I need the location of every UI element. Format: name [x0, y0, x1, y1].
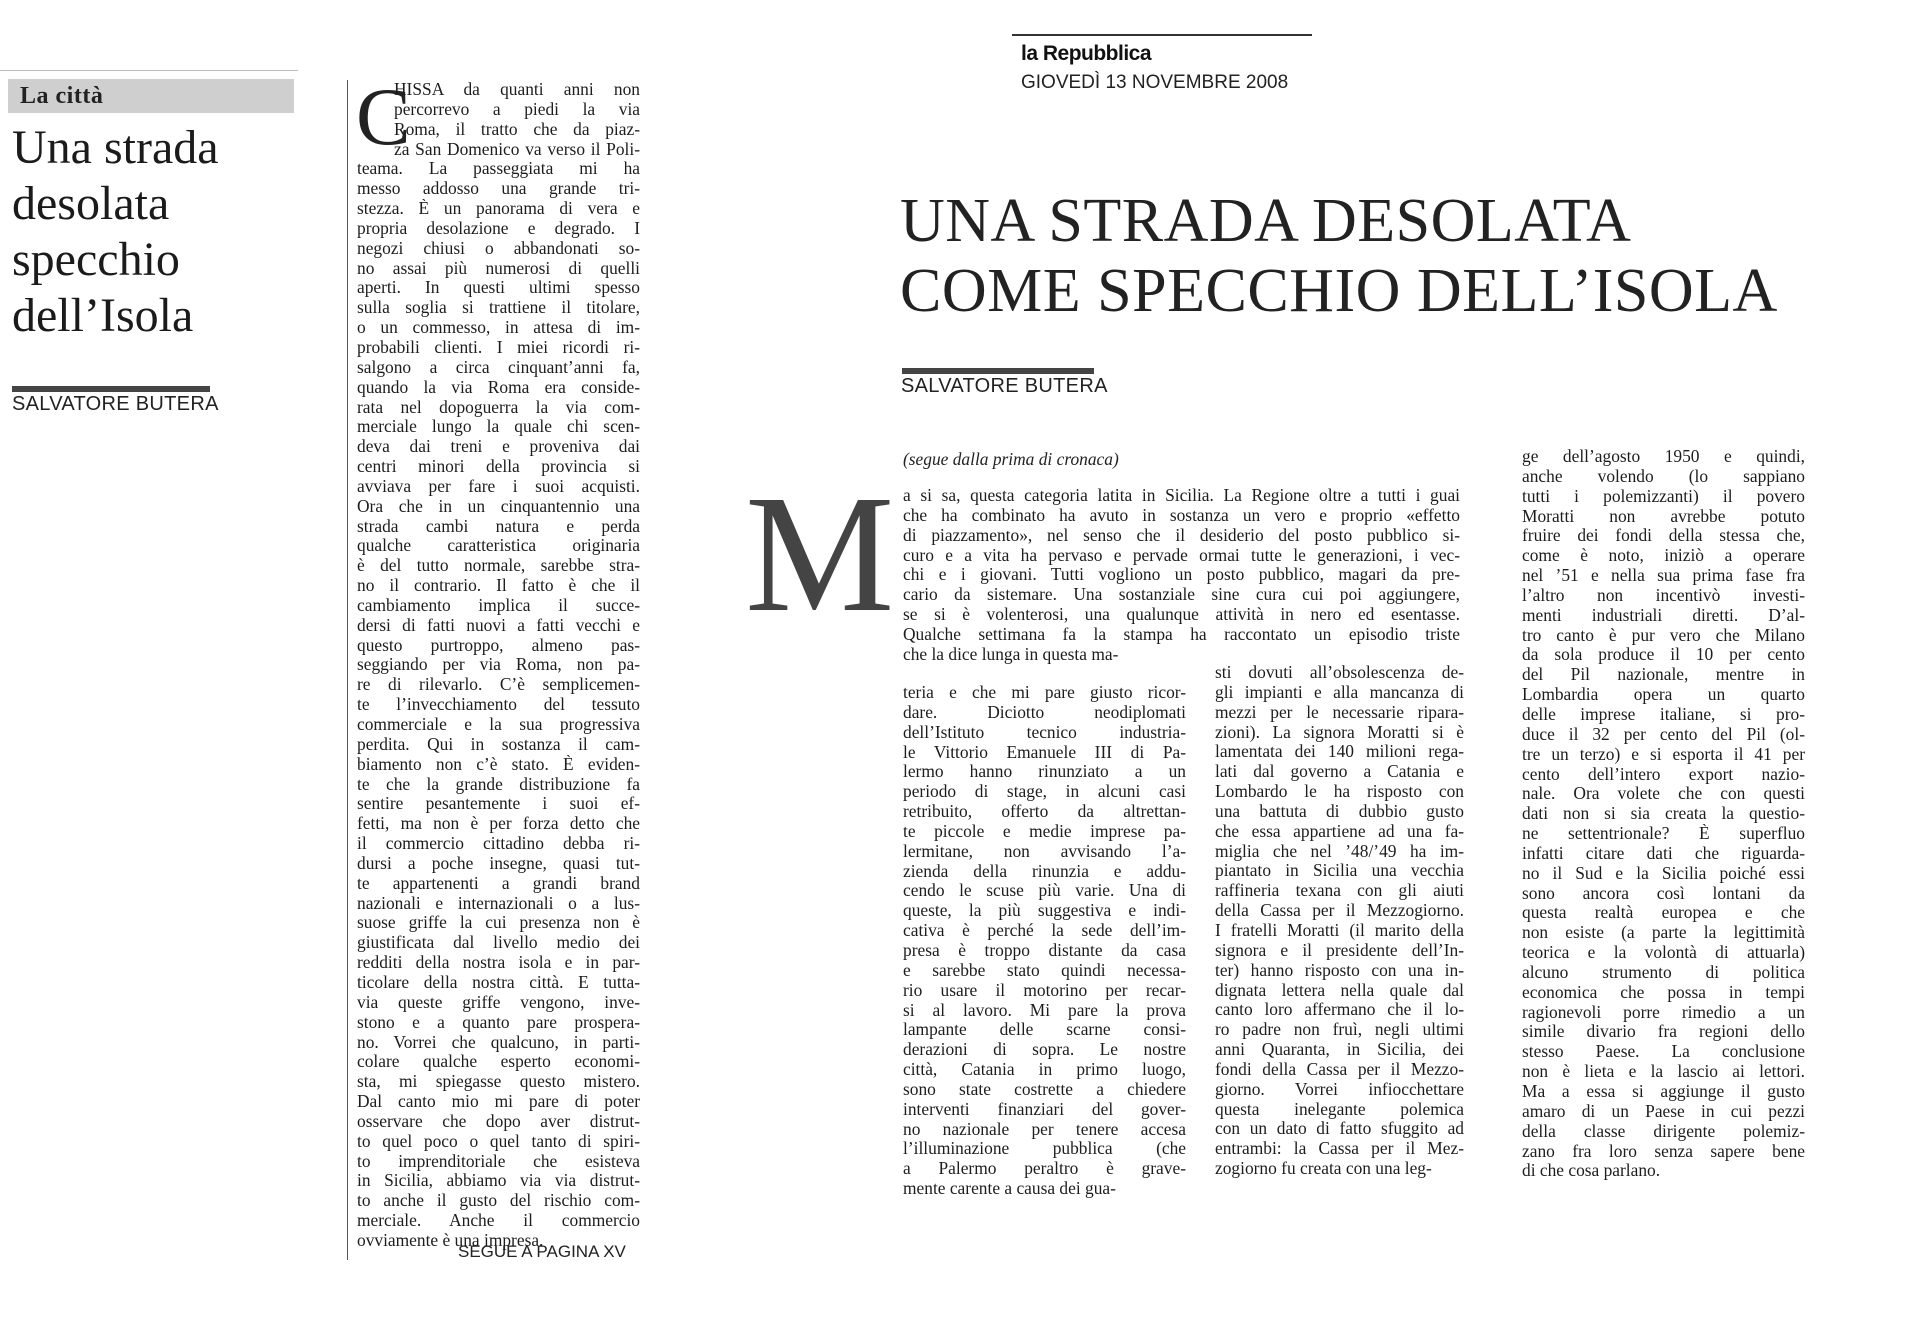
text-line: derazioni di sopra. Le nostre: [903, 1040, 1186, 1060]
text-line: mente carente a causa dei gua-: [903, 1179, 1116, 1199]
text-line: redditi della nostra isola e in par-: [357, 953, 640, 973]
text-line: te l’invecchiamento del tessuto: [357, 695, 640, 715]
text-line: te che la grande distribuzione fa: [357, 774, 640, 794]
text-line: da sola produce il 10 per cento: [1522, 645, 1805, 665]
text-line: l’altro non incentivò investi-: [1522, 585, 1805, 605]
article-column-2: [1215, 663, 1464, 1179]
text-line: seggiando per via Roma, non pa-: [357, 655, 640, 675]
text-line: l’illuminazione pubblica (che: [903, 1139, 1186, 1159]
text-line: alcuno strumento di politica: [1522, 962, 1805, 982]
text-line: raffineria texana con gli aiuti: [1215, 881, 1464, 901]
text-line: deva dai treni e proveniva dai: [357, 437, 640, 457]
text-line: zienda della rinunzia e addu-: [903, 861, 1186, 881]
text-line: suose griffe la cui presenza non è: [357, 913, 640, 933]
text-line: cendo le scuse più varie. Una di: [903, 881, 1186, 901]
left-headline: [12, 120, 302, 344]
text-line: no. Vorrei che qualcuno, in parti-: [357, 1032, 640, 1052]
text-line: I fratelli Moratti (il marito della: [1215, 920, 1464, 940]
text-line: cento dell’intero export nazio-: [1522, 764, 1805, 784]
text-line: della Cassa per il Mezzogiorno.: [1215, 901, 1464, 921]
text-line: giorno. Vorrei infiocchettare: [1215, 1079, 1464, 1099]
article-column-1: [903, 683, 1186, 1199]
text-line: no il Sud e la Sicilia poiché essi: [1522, 863, 1805, 883]
text-line: to quel poco o quel tanto di spiri-: [357, 1131, 640, 1151]
text-line: lermo hanno rinunziato a un: [903, 762, 1186, 782]
headline-line: dell’Isola: [12, 289, 194, 342]
text-line: stesso Paese. La conclusione: [1522, 1042, 1805, 1062]
text-line: centri minori della provincia si: [357, 457, 640, 477]
text-line: Lombardia opera un quarto: [1522, 685, 1805, 705]
drop-cap: C: [356, 71, 411, 162]
right-author: SALVATORE BUTERA: [901, 375, 1108, 397]
text-line: lamentata dei 140 milioni rega-: [1215, 742, 1464, 762]
text-line: Roma, il tratto che da piaz-: [394, 119, 640, 139]
text-line: fruire dei fondi della stessa che,: [1522, 526, 1805, 546]
text-line: che la dice lunga in questa ma-: [903, 644, 1119, 664]
newspaper-masthead: la Repubblica: [1021, 42, 1152, 65]
text-line: si al lavoro. Mi pare la prova: [903, 1000, 1186, 1020]
text-line: Moratti non avrebbe potuto: [1522, 506, 1805, 526]
text-line: sta, mi spiegasse questo mistero.: [357, 1072, 640, 1092]
text-line: o un commesso, in attesa di im-: [357, 318, 640, 338]
text-line: questa inelegante polemica: [1215, 1099, 1464, 1119]
text-line: del Pil nazionale, mentre in: [1522, 665, 1805, 685]
text-line: salgono a circa cinquant’anni fa,: [357, 357, 640, 377]
article-wide-block: [903, 486, 1460, 665]
section-label: La città: [8, 79, 294, 113]
text-line: dati non si sia creata la questio-: [1522, 804, 1805, 824]
text-line: re di rilevarlo. C’è semplicemen-: [357, 675, 640, 695]
text-line: messo addosso una grande tri-: [357, 179, 640, 199]
text-line: no il contrario. Il fatto è che il: [357, 576, 640, 596]
text-line: Ora che in un cinquantennio una: [357, 496, 640, 516]
text-line: città, Catania in primo luogo,: [903, 1060, 1186, 1080]
text-line: questa realtà europea e che: [1522, 903, 1805, 923]
text-line: teorica e la volontà di attuarla): [1522, 943, 1805, 963]
text-line: retribuito, offerto da altrettan-: [903, 802, 1186, 822]
text-line: ro padre non fruì, negli ultimi: [1215, 1020, 1464, 1040]
text-line: ragionevoli porre rimedio a un: [1522, 1002, 1805, 1022]
text-line: curo e a vita ha pervaso e pervade ormai tutte le generazioni, i vec-: [903, 545, 1460, 565]
text-line: a Palermo peraltro è grave-: [903, 1159, 1186, 1179]
text-line: rio usare il motorino per recar-: [903, 980, 1186, 1000]
text-line: teama. La passeggiata mi ha: [357, 159, 640, 179]
text-line: tre un terzo) e si esporta il 41 per: [1522, 744, 1805, 764]
text-line: lati dal governo a Catania e: [1215, 762, 1464, 782]
text-line: stono e a quanto pare prospera-: [357, 1012, 640, 1032]
text-line: chi e i giovani. Tutti vogliono un posto pubblico, magari da pre-: [903, 565, 1460, 585]
text-line: infatti citare dati che riguarda-: [1522, 843, 1805, 863]
text-line: come è noto, iniziò a operare: [1522, 546, 1805, 566]
top-divider: [0, 70, 298, 71]
text-line: dersi di fatti nuovi a fatti vecchi e: [357, 615, 640, 635]
text-line: merciale. Anche il commercio: [357, 1211, 640, 1231]
text-line: duce il 32 per cento del Pil (ol-: [1522, 724, 1805, 744]
headline-line: desolata: [12, 177, 170, 230]
text-line: e sarebbe stato quindi necessa-: [903, 960, 1186, 980]
left-article-body: [357, 80, 640, 1251]
text-line: giustificata dal livello medio dei: [357, 933, 640, 953]
text-line: menti industriali diretti. D’al-: [1522, 605, 1805, 625]
text-line: cambiamento implica il succe-: [357, 595, 640, 615]
text-line: periodo di stage, in alcuni casi: [903, 782, 1186, 802]
text-line: gli impianti e alla mancanza di: [1215, 682, 1464, 702]
text-line: sono ancora così lontani da: [1522, 883, 1805, 903]
text-line: il commercio cittadino debba ri-: [357, 834, 640, 854]
text-line: ticolare della nostra città. E tutta-: [357, 972, 640, 992]
text-line: in Sicilia, abbiamo via via distrut-: [357, 1171, 640, 1191]
text-line: strada cambi natura e perda: [357, 516, 640, 536]
text-line: tutti i polemizzanti) il povero: [1522, 486, 1805, 506]
text-line: le Vittorio Emanuele III di Pa-: [903, 742, 1186, 762]
text-line: dell’Istituto tecnico industria-: [903, 722, 1186, 742]
text-line: aperti. In questi ultimi spesso: [357, 278, 640, 298]
text-line: to anche il gusto del rischio com-: [357, 1191, 640, 1211]
text-line: to imprenditoriale che esisteva: [357, 1151, 640, 1171]
text-line: osservare che dopo aver distrut-: [357, 1111, 640, 1131]
text-line: za San Domenico va verso il Poli-: [394, 139, 640, 159]
headline-line: UNA STRADA DESOLATA: [900, 187, 1632, 255]
author-rule: [12, 386, 210, 392]
text-line: zogiorno fu creata con una leg-: [1215, 1159, 1432, 1179]
text-line: te appartenenti a grandi brand: [357, 873, 640, 893]
text-line: Lombardo le ha risposto con: [1215, 782, 1464, 802]
text-line: queste, la più suggestiva e indi-: [903, 901, 1186, 921]
column-divider: [347, 80, 348, 1260]
text-line: delle imprese italiane, si pro-: [1522, 704, 1805, 724]
text-line: fetti, ma non è per forza detto che: [357, 814, 640, 834]
text-line: te piccole e medie imprese pa-: [903, 821, 1186, 841]
text-line: anni Quaranta, in Sicilia, dei: [1215, 1040, 1464, 1060]
text-line: cativa è perché la sede dell’im-: [903, 921, 1186, 941]
text-line: zioni). La signora Moratti si è: [1215, 722, 1464, 742]
left-author: SALVATORE BUTERA: [12, 393, 219, 415]
text-line: tro canto è pur vero che Milano: [1522, 625, 1805, 645]
text-line: perdita. Qui in sostanza il cam-: [357, 734, 640, 754]
main-headline: [900, 186, 1900, 326]
text-line: fondi della Cassa per il Mezzo-: [1215, 1059, 1464, 1079]
text-line: miglia che nel ’48/’49 ha im-: [1215, 841, 1464, 861]
text-line: non è lieta e la lascio ai lettori.: [1522, 1062, 1805, 1082]
text-line: della classe dirigente polemiz-: [1522, 1121, 1805, 1141]
text-line: ne settentrionale? È superfluo: [1522, 824, 1805, 844]
text-line: no nazionale per tenere accesa: [903, 1119, 1186, 1139]
text-line: nel ’51 e nella sua prima fase fra: [1522, 566, 1805, 586]
text-line: lampante delle scarne consi-: [903, 1020, 1186, 1040]
headline-line: specchio: [12, 233, 180, 286]
text-line: di piazzamento», nel senso che il desiderio del posto pubblico si-: [903, 525, 1460, 545]
text-line: dursi a poche insegne, quasi tut-: [357, 853, 640, 873]
continued-note: SEGUE A PAGINA XV: [458, 1242, 626, 1261]
text-line: teria e che mi pare giusto ricor-: [903, 683, 1186, 702]
text-line: nale. Ora volete che con questi: [1522, 784, 1805, 804]
text-line: che essa appartiene ad una fa-: [1215, 821, 1464, 841]
text-line: propria desolazione e degrado. I: [357, 218, 640, 238]
text-line: ter) hanno risposto con una in-: [1215, 960, 1464, 980]
text-line: dare. Diciotto neodiplomati: [903, 702, 1186, 722]
headline-line: COME SPECCHIO DELL’ISOLA: [900, 257, 1778, 325]
text-line: canto loro affermano che il lo-: [1215, 1000, 1464, 1020]
masthead-rule: [1012, 34, 1312, 36]
text-line: simile divario fra regioni dello: [1522, 1022, 1805, 1042]
text-line: piantato in Sicilia una vecchia: [1215, 861, 1464, 881]
text-line: anche volendo (lo sappiano: [1522, 466, 1805, 486]
text-line: amaro di un Paese in cui pezzi: [1522, 1101, 1805, 1121]
drop-cap: M: [745, 461, 895, 647]
text-line: biamento non c’è stato. È eviden-: [357, 754, 640, 774]
text-line: cario da sistemare. Una sostanziale sine cura cui poi aggiungere,: [903, 585, 1460, 605]
text-line: ovviamente è una impresa.: [357, 1230, 544, 1250]
text-line: quando la via Roma era conside-: [357, 377, 640, 397]
text-line: se si è volenterosi, una qualunque attività in nero ed esentasse.: [903, 605, 1460, 625]
text-line: stezza. È un panorama di vera e: [357, 199, 640, 219]
text-line: rata nel dopoguerra la via com-: [357, 397, 640, 417]
kicker: (segue dalla prima di cronaca): [903, 449, 1119, 469]
text-line: Qualche settimana fa la stampa ha raccontato un episodio triste: [903, 624, 1460, 644]
text-line: mezzi per le necessarie ripara-: [1215, 702, 1464, 722]
text-line: una battuta di dubbio gusto: [1215, 801, 1464, 821]
text-line: presa è troppo distante da casa: [903, 940, 1186, 960]
text-line: sono state costrette a chiedere: [903, 1079, 1186, 1099]
text-line: negozi chiusi o abbandonati so-: [357, 238, 640, 258]
text-line: colare qualche esperto economi-: [357, 1052, 640, 1072]
text-line: merciale lungo la quale chi scen-: [357, 417, 640, 437]
text-line: questo purtroppo, almeno pas-: [357, 635, 640, 655]
text-line: di che cosa parlano.: [1522, 1161, 1661, 1181]
text-line: signora e il presidente dell’In-: [1215, 940, 1464, 960]
text-line: HISSA da quanti anni non: [394, 80, 640, 99]
text-line: economica che possa in tempi: [1522, 982, 1805, 1002]
text-line: con un dato di fatto sfuggito ad: [1215, 1119, 1464, 1139]
author-rule: [902, 368, 1094, 374]
text-line: Ma a essa si aggiunge il gusto: [1522, 1082, 1805, 1101]
text-line: qualche caratteristica originaria: [357, 536, 640, 556]
text-line: non esiste (a parte la legittimità: [1522, 923, 1805, 943]
text-line: via queste griffe vengono, inve-: [357, 992, 640, 1012]
headline-line: Una strada: [12, 121, 219, 174]
text-line: entrambi: la Cassa per il Mez-: [1215, 1139, 1464, 1159]
text-line: zano fra loro senza sapere bene: [1522, 1141, 1805, 1161]
text-line: commerciale e la sua progressiva: [357, 715, 640, 734]
text-line: a si sa, questa categoria latita in Sicilia. La Regione oltre a tutti i guai: [903, 486, 1460, 505]
text-line: Dal canto mio mi pare di poter: [357, 1092, 640, 1112]
text-line: probabili clienti. I miei ricordi ri-: [357, 337, 640, 357]
text-line: sentire pesantemente i suoi ef-: [357, 794, 640, 814]
text-line: avviava per fare i suoi acquisti.: [357, 476, 640, 496]
text-line: che ha combinato ha avuto in sostanza un vero e proprio «effetto: [903, 505, 1460, 525]
text-line: ge dell’agosto 1950 e quindi,: [1522, 447, 1805, 466]
text-line: nazionali e internazionali o a lus-: [357, 893, 640, 913]
text-line: percorrevo a piedi la via: [394, 99, 640, 119]
article-column-3: [1522, 447, 1805, 1181]
text-line: è del tutto normale, sarebbe stra-: [357, 556, 640, 576]
text-line: lermitane, non avvisando l’a-: [903, 841, 1186, 861]
text-line: sulla soglia si trattiene il titolare,: [357, 298, 640, 318]
publication-date: GIOVEDÌ 13 NOVEMBRE 2008: [1021, 72, 1289, 93]
text-line: sti dovuti all’obsolescenza de-: [1215, 663, 1464, 682]
text-line: no assai più numerosi di quelli: [357, 258, 640, 278]
text-line: interventi finanziari del gover-: [903, 1099, 1186, 1119]
text-line: dignata lettera nella quale dal: [1215, 980, 1464, 1000]
